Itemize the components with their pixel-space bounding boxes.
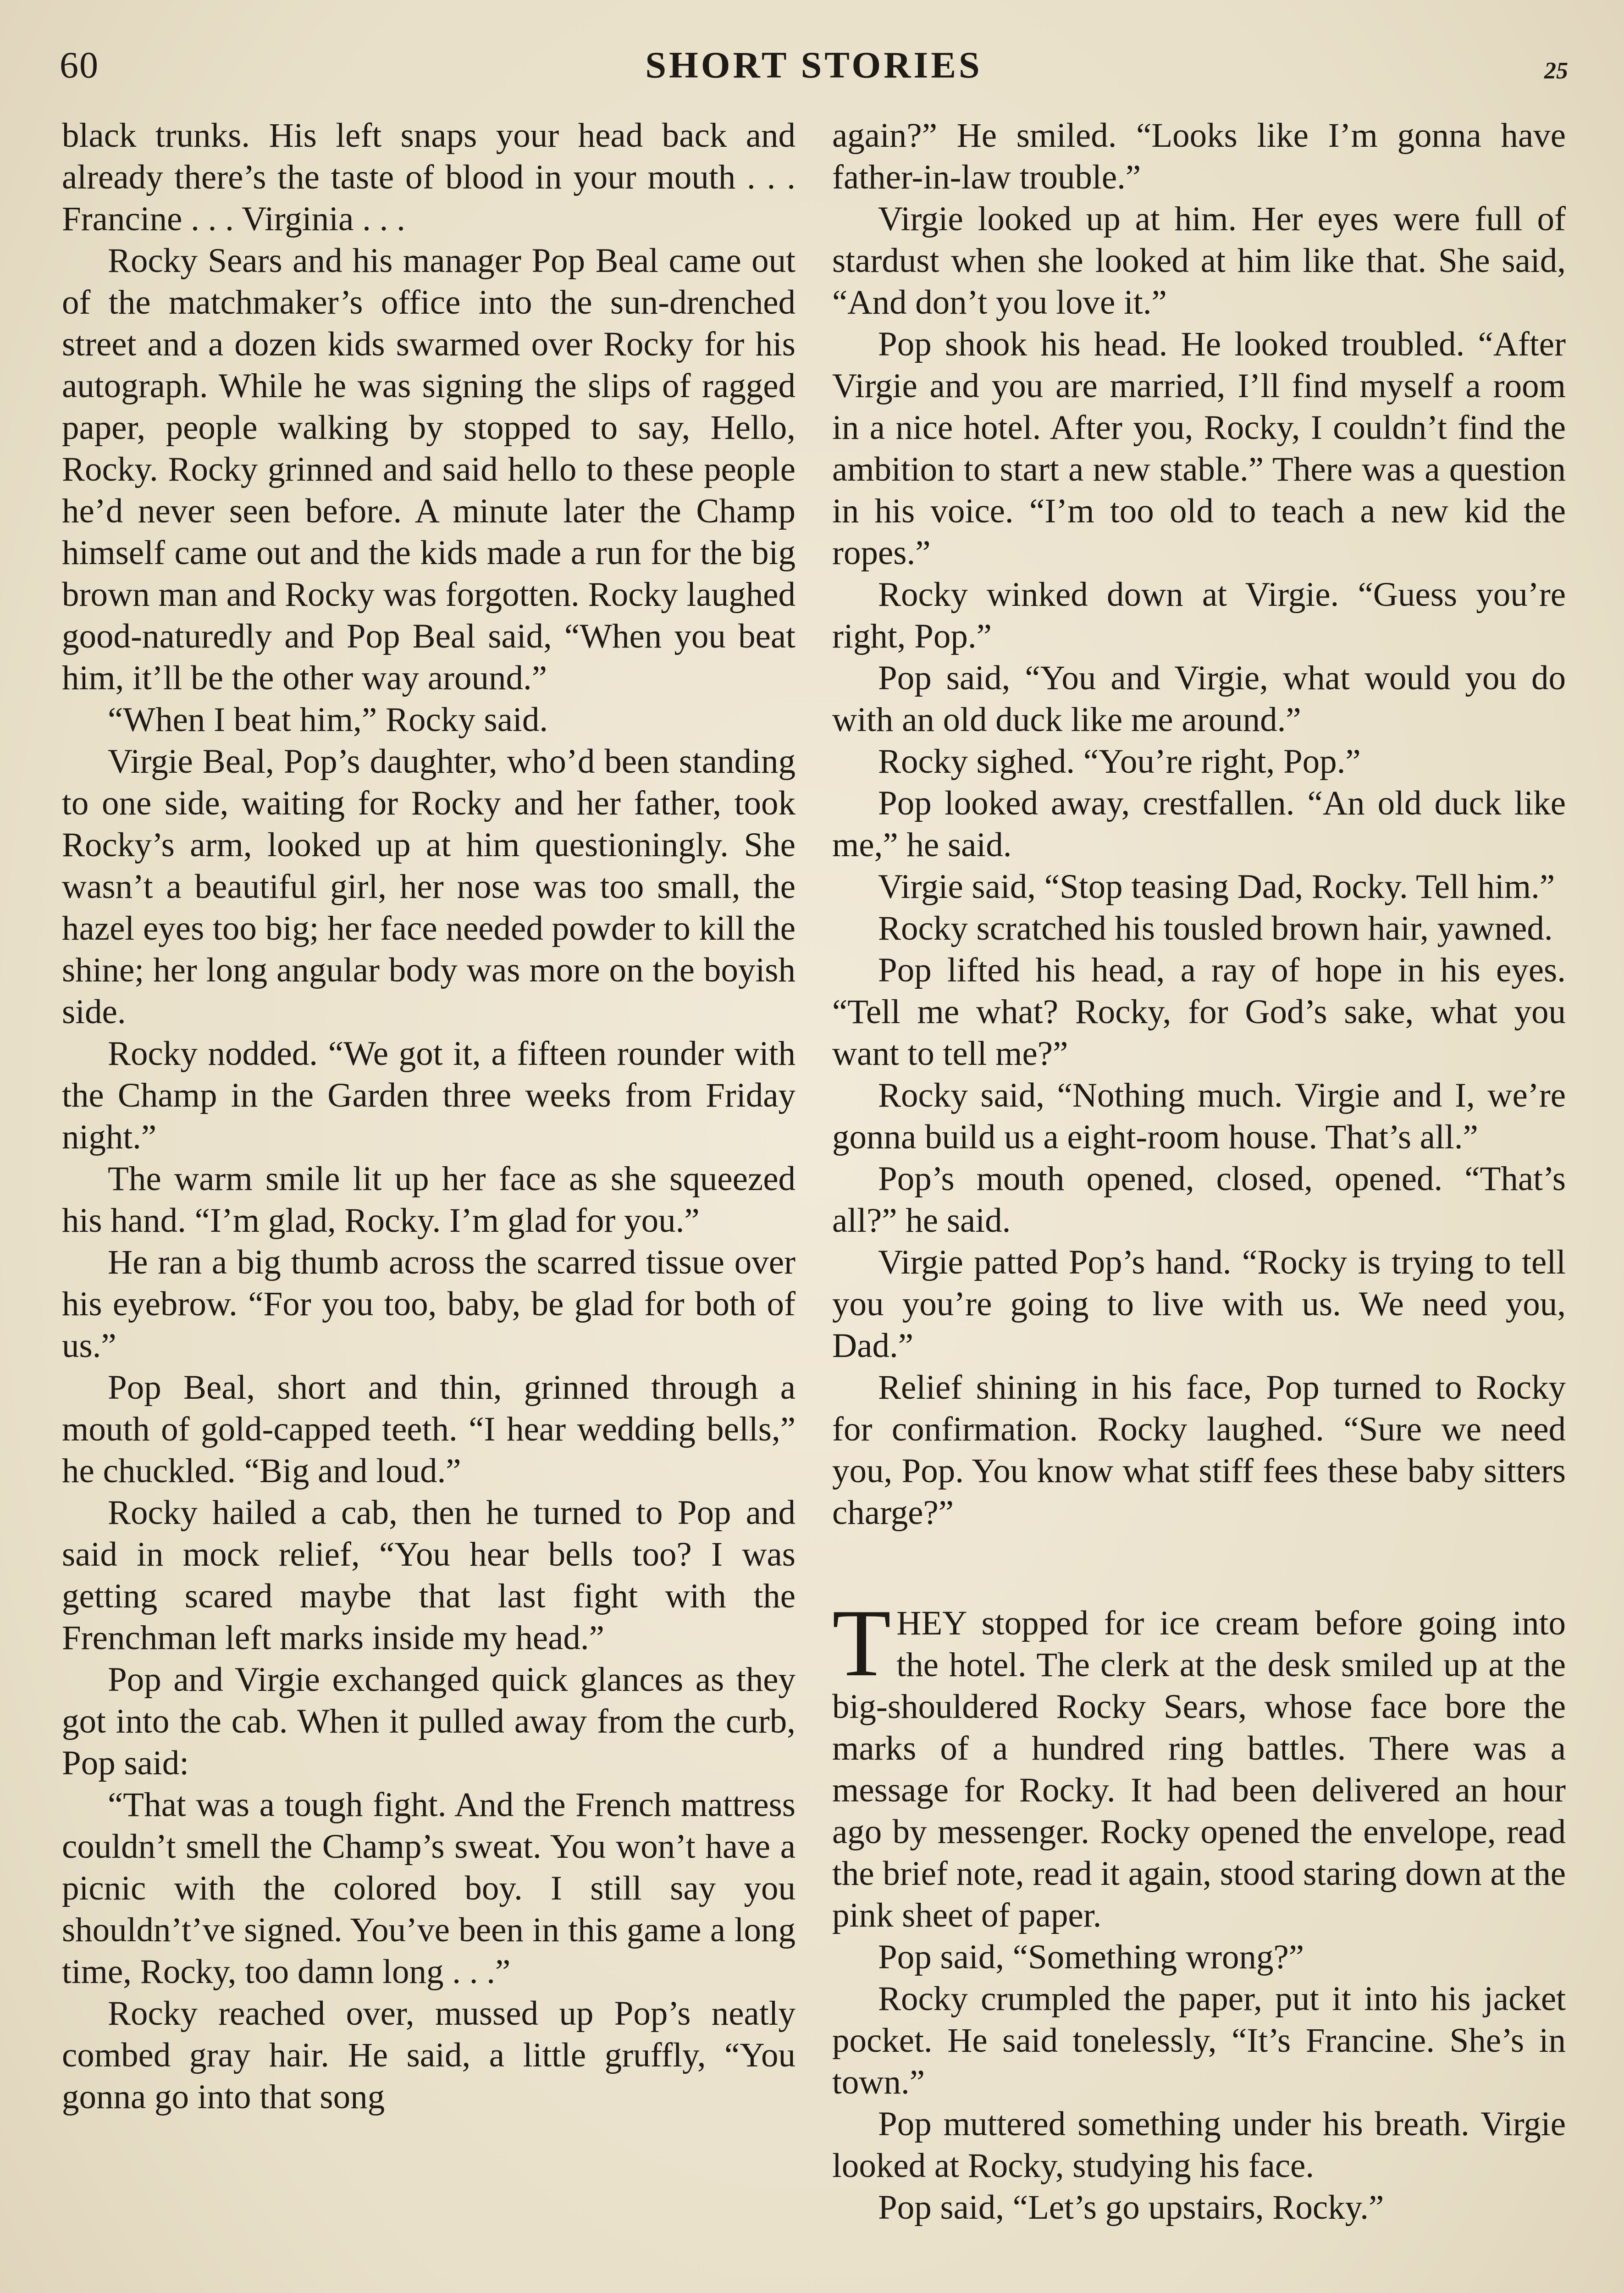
paragraph: Rocky scratched his tousled brown hair, yawned. xyxy=(878,909,1553,947)
paragraph: Rocky said, “Nothing much. Virgie and I, we’re gonna build us a eight-room house. That’s all.” xyxy=(832,1076,1566,1156)
paragraph: The warm smile lit up her face as she squeezed his hand. “I’m glad, Rocky. I’m glad for you.” xyxy=(62,1160,795,1240)
page-header xyxy=(60,44,1568,94)
paragraph: Virgie looked up at him. Her eyes were full of stardust when she looked at him like that. She said, “And don’t you love it.” xyxy=(832,200,1566,321)
paragraph: Pop Beal, short and thin, grinned through a mouth of gold-capped teeth. “I hear wedding bells,” he chuckled. “Big and loud.” xyxy=(62,1368,795,1490)
paragraph: again?” He smiled. “Looks like I’m gonna have father-in-law trouble.” xyxy=(832,116,1566,196)
paragraph: Virgie said, “Stop teasing Dad, Rocky. Tell him.” xyxy=(878,868,1555,906)
paragraph: Pop shook his head. He looked troubled. “After Virgie and you are married, I’ll find myself a room in a nice hotel. After you, Rocky, I couldn’t find the ambition to start a new stable.” There was a question in his voice. “I’m too old to teach a new kid the ropes.” xyxy=(832,325,1566,572)
paragraph: Pop said, “Something wrong?” xyxy=(878,1938,1304,1976)
paragraph: Virgie patted Pop’s hand. “Rocky is trying to tell you you’re going to live with us. We need you, Dad.” xyxy=(832,1243,1566,1365)
paragraph: Pop and Virgie exchanged quick glances as they got into the cab. When it pulled away from the curb, Pop said: xyxy=(62,1661,795,1782)
running-title: SHORT STORIES xyxy=(645,44,983,86)
paragraph: “When I beat him,” Rocky said. xyxy=(108,701,548,739)
paragraph: Pop’s mouth opened, closed, opened. “That’s all?” he said. xyxy=(832,1160,1566,1240)
header-mark: 25 xyxy=(1544,58,1568,84)
section-opening-paragraph xyxy=(832,1590,1566,1936)
paragraph: Pop lifted his head, a ray of hope in his eyes. “Tell me what? Rocky, for God’s sake, what you want to tell me?” xyxy=(832,951,1566,1073)
paragraph: Virgie Beal, Pop’s daughter, who’d been standing to one side, waiting for Rocky and her father, took Rocky’s arm, looked up at him questioningly. She wasn’t a beautiful girl, her nose was too small, the hazel eyes too big; her face needed powder to kill the shine; her long angular body was more on the boyish side. xyxy=(62,742,795,1031)
paragraph: Relief shining in his face, Pop turned to Rocky for confirmation. Rocky laughed. “Sure we need you, Pop. You know what stiff fees these baby sitters charge?” xyxy=(832,1368,1566,1532)
paragraph: Rocky Sears and his manager Pop Beal came out of the matchmaker’s office into the sun-drenched street and a dozen kids swarmed over Rocky for his autograph. While he was signing the slips of ragged paper, people walking by stopped to say, Hello, Rocky. Rocky grinned and said hello to these people he’d never seen before. A minute later the Champ himself came out and the kids made a run for the big brown man and Rocky was forgotten. Rocky laughed good-naturedly and Pop Beal said, “When you beat him, it’ll be the other way around.” xyxy=(62,242,795,697)
paragraph: Rocky winked down at Virgie. “Guess you’re right, Pop.” xyxy=(832,576,1566,655)
paragraph: Pop said, “Let’s go upstairs, Rocky.” xyxy=(878,2188,1384,2227)
paragraph: Rocky sighed. “You’re right, Pop.” xyxy=(878,742,1361,781)
paragraph: “That was a tough fight. And the French mattress couldn’t smell the Champ’s sweat. You won’t have a picnic with the colored boy. I still say you shouldn’t’ve signed. You’ve been in this game a long time, Rocky, too damn long . . .” xyxy=(62,1786,795,1991)
page-number: 60 xyxy=(60,44,99,86)
paragraph: black trunks. His left snaps your head back and already there’s the taste of blood in your mouth . . . Francine . . . Virginia . . . xyxy=(62,116,795,238)
paragraph: He ran a big thumb across the scarred tissue over his eyebrow. “For you too, baby, be glad for both of us.” xyxy=(62,1243,795,1365)
section-opening-text: HEY stopped for ice cream before going into the hotel. The clerk at the desk smiled up at the big-shouldered Rocky Sears, whose face bore the marks of a hundred ring battles. There was a message for Rocky. It had been delivered an hour ago by messenger. Rocky opened the envelope, read the brief note, read it again, stood staring down at the pink sheet of paper. xyxy=(832,1604,1566,1934)
paragraph: Rocky crumpled the paper, put it into his jacket pocket. He said tonelessly, “It’s Francine. She’s in town.” xyxy=(832,1980,1566,2101)
paragraph: Rocky hailed a cab, then he turned to Pop and said in mock relief, “You hear bells too? I was getting scared maybe that last fight with the Frenchman left marks inside my head.” xyxy=(62,1494,795,1657)
paragraph: Pop muttered something under his breath. Virgie looked at Rocky, studying his face. xyxy=(832,2105,1566,2185)
paragraph: Rocky nodded. “We got it, a fifteen rounder with the Champ in the Garden three weeks from Friday night.” xyxy=(62,1035,795,1156)
left-column xyxy=(62,115,795,2118)
drop-cap: T xyxy=(832,1590,891,1696)
paragraph: Pop said, “You and Virgie, what would you do with an old duck like me around.” xyxy=(832,659,1566,739)
paragraph: Pop looked away, crestfallen. “An old duck like me,” he said. xyxy=(832,784,1566,864)
paragraph: Rocky reached over, mussed up Pop’s neatly combed gray hair. He said, a little gruffly, “You gonna go into that song xyxy=(62,1994,795,2116)
right-column xyxy=(832,115,1566,2228)
